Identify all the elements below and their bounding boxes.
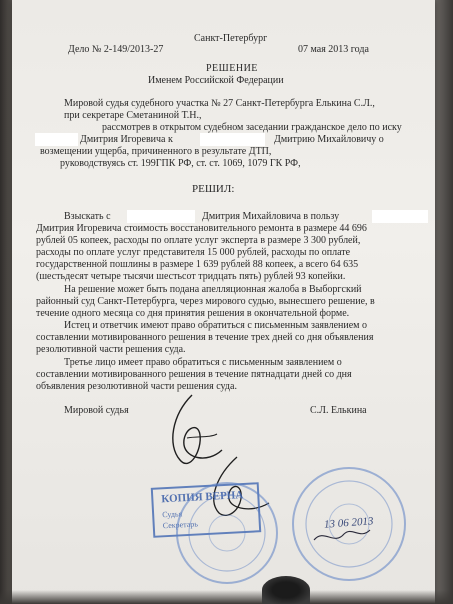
photo-background-left	[0, 0, 12, 604]
document-page	[12, 0, 435, 604]
para2-line-3: течение одного месяца со дня принятия решения в окончательной форме.	[36, 308, 350, 319]
header-date: 07 мая 2013 года	[298, 44, 369, 55]
stamp-handwritten-date: 13 06 2013	[323, 515, 374, 531]
para1-line-1b: Дмитрия Михайловича в пользу	[202, 211, 340, 222]
redaction-plaintiff-surname-2	[372, 210, 428, 223]
header-case-number: Дело № 2-149/2013-27	[68, 44, 164, 55]
signature-judge-label: Мировой судья	[64, 405, 129, 416]
signature-judge-name: С.Л. Елькина	[310, 405, 367, 416]
para1-line-5: государственной пошлины в размере 1 639 рублей 88 копеек, а всего 64 635	[36, 259, 359, 270]
intro-line-4b: Дмитрию Михайловичу о	[274, 134, 384, 145]
redaction-defendant-surname	[200, 133, 265, 146]
para3-line-2: составлении мотивированного решения в течение трех дней со дня объявления	[36, 332, 374, 343]
redaction-plaintiff-surname	[35, 133, 78, 146]
document-title: РЕШЕНИЕ	[206, 63, 258, 74]
redaction-defendant-surname-2	[127, 210, 195, 223]
intro-line-3: рассмотрев в открытом судебном заседании гражданское дело по иску	[102, 122, 402, 133]
para1-line-6: (шестьдесят четыре тысячи шестьсот тридцать пять) рублей 93 копейки.	[36, 271, 346, 282]
para3-line-1: Истец и ответчик имеют право обратиться с письменным заявлением о	[64, 320, 367, 331]
photo-background-right	[435, 0, 453, 604]
stamp-label: КОПИЯ ВЕРНА	[161, 489, 244, 506]
intro-line-2: при секретаре Сметаниной Т.Н.,	[64, 110, 202, 121]
document-subtitle: Именем Российской Федерации	[148, 75, 284, 86]
para1-line-2: Дмитрия Игоревича стоимость восстановительного ремонта в размере 44 696	[36, 223, 367, 234]
para4-line-2: составлении мотивированного решения в течение пятнадцати дней со дня	[36, 369, 352, 380]
para1-line-3: рублей 05 копеек, расходы по оплате услуг эксперта в размере 3 300 рублей,	[36, 235, 361, 246]
stamp-judge-line: Судья	[161, 509, 183, 520]
para4-line-3: объявления резолютивной части решения суда.	[36, 381, 237, 392]
intro-line-4a: Дмитрия Игоревича к	[80, 134, 173, 145]
stamp-signature	[312, 520, 372, 550]
para2-line-1: На решение может быть подана апелляционная жалоба в Выборгский	[64, 284, 362, 295]
pen-object	[262, 576, 310, 604]
para2-line-2: районный суд Санкт-Петербурга, через мирового судью, вынесшего решение, в	[36, 296, 375, 307]
photo-background-bottom	[0, 590, 453, 604]
para3-line-3: резолютивной части решения суда.	[36, 344, 186, 355]
para4-line-1: Третье лицо имеет право обратиться с письменным заявлением о	[64, 357, 342, 368]
intro-line-1: Мировой судья судебного участка № 27 Санкт-Петербурга Елькина С.Л.,	[64, 98, 375, 109]
stamp-secretary-line: Секретарь	[162, 519, 199, 531]
header-city: Санкт-Петербург	[194, 33, 268, 44]
resolved-heading: РЕШИЛ:	[192, 183, 235, 195]
court-seal-left	[172, 478, 282, 588]
intro-line-5: возмещении ущерба, причиненного в результате ДТП,	[40, 146, 272, 157]
para1-line-1a: Взыскать с	[64, 211, 111, 222]
para1-line-4: расходы по оплате услуг представителя 15 000 рублей, расходы по оплате	[36, 247, 351, 258]
intro-line-6: руководствуясь ст. 199ГПК РФ, ст. ст. 1069, 1079 ГК РФ,	[60, 158, 301, 169]
